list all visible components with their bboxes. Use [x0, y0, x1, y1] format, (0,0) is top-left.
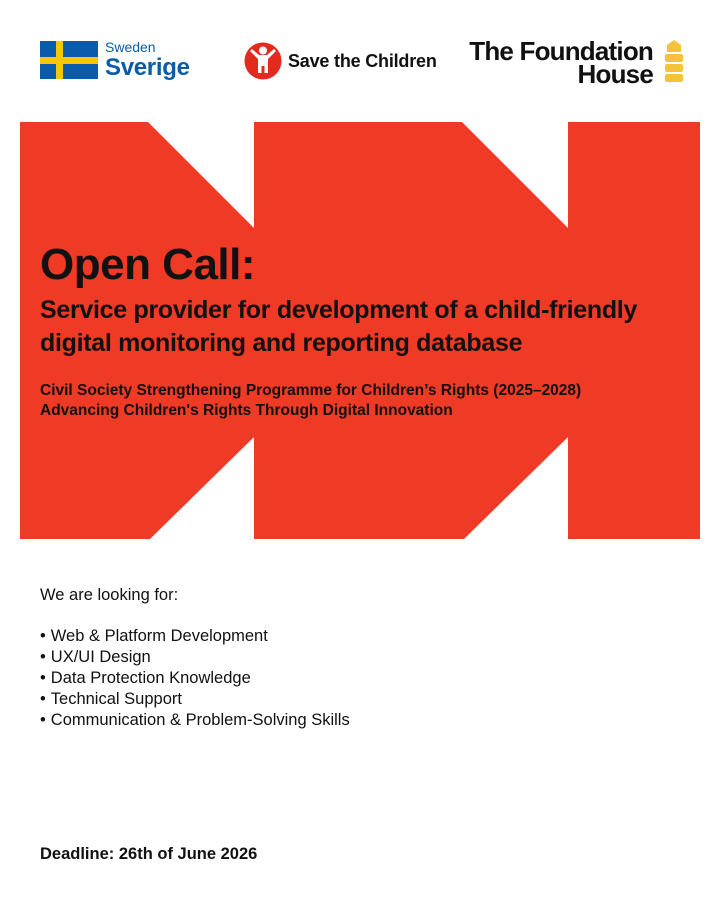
- save-the-children-label: Save the Children: [288, 50, 437, 71]
- programme-info: [40, 381, 581, 421]
- foundation-house-line2: House: [577, 59, 653, 89]
- intro-text: We are looking for:: [40, 586, 179, 604]
- list-item: • Web & Platform Development: [40, 626, 350, 647]
- sweden-label: Sweden: [105, 39, 156, 55]
- deadline-text: Deadline: 26th of June 2026: [40, 845, 258, 863]
- list-item: • Communication & Problem-Solving Skills: [40, 710, 350, 731]
- page-subtitle: Service provider for development of a child-friendly digital monitoring and reporting database: [40, 296, 638, 357]
- stacked-house-icon: [663, 40, 685, 82]
- save-the-children-logo: [244, 42, 437, 80]
- programme-line-1: Civil Society Strengthening Programme for Children’s Rights (2025–2028): [40, 382, 582, 399]
- foundation-house-line1: The Foundation: [469, 36, 653, 66]
- sverige-label: Sverige: [105, 54, 190, 81]
- list-item: • UX/UI Design: [40, 647, 350, 668]
- swedish-flag-icon: [40, 41, 98, 79]
- programme-line-2: Advancing Children's Rights Through Digital Innovation: [40, 402, 453, 419]
- page-title: Open Call:: [40, 240, 256, 289]
- foundation-house-logo: [469, 36, 685, 89]
- sweden-sverige-logo: [40, 40, 190, 80]
- list-item: • Data Protection Knowledge: [40, 668, 350, 689]
- child-figure-icon: [244, 42, 282, 80]
- list-item: • Technical Support: [40, 689, 350, 710]
- requirements-list: [40, 626, 350, 731]
